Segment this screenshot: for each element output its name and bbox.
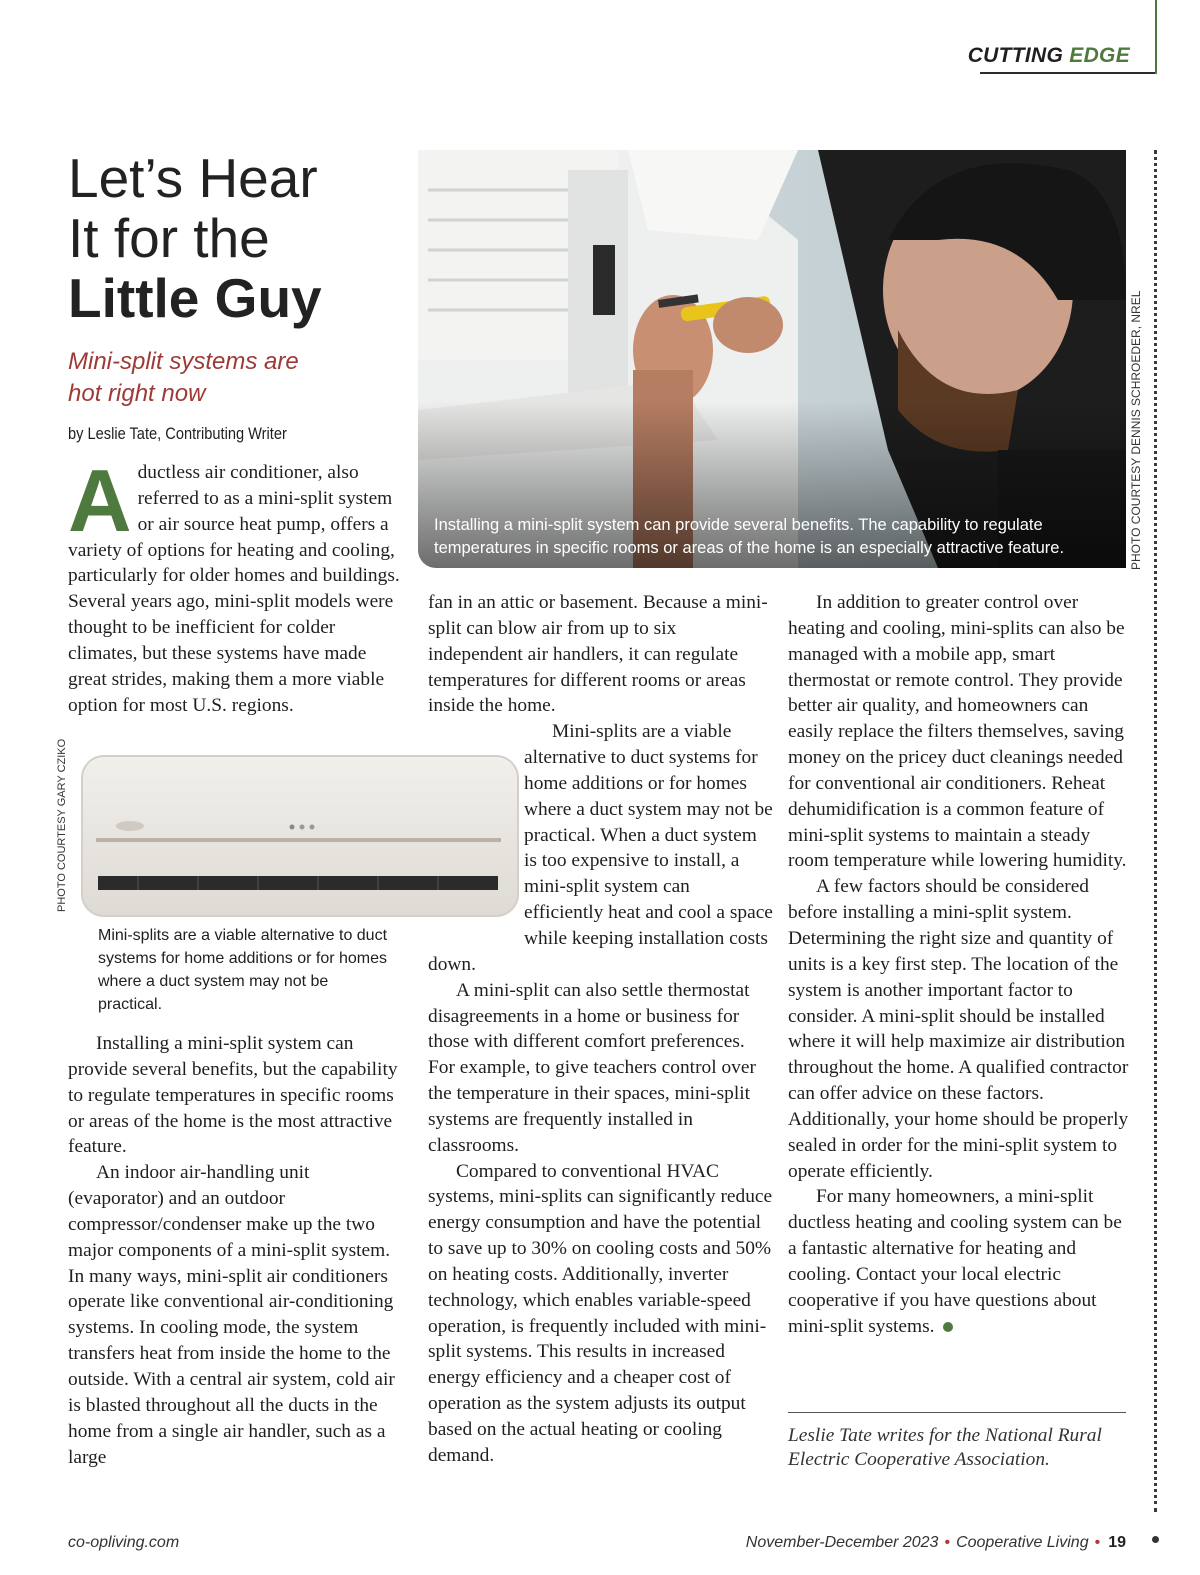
- unit-photo-caption: Mini-splits are a viable alternative to duct systems for home additions or for homes where a duct system may not be practical.: [98, 927, 388, 1013]
- section-label-word2: EDGE: [1069, 44, 1130, 67]
- end-mark-icon: [943, 1322, 953, 1332]
- author-note-rule: [788, 1412, 1126, 1413]
- unit-photo-credit: PHOTO COURTESY GARY CZIKO: [56, 738, 68, 912]
- section-label-word1: CUTTING: [967, 44, 1064, 67]
- main-photo-caption: Installing a mini-split system can provide several benefits. The capability to regulate temperatures in specific rooms or areas of the home is an especially attractive feature.: [434, 516, 1065, 557]
- header-vertical-rule: [1155, 0, 1157, 74]
- side-dotted-rule-end: [1152, 1536, 1159, 1543]
- section-label: [968, 44, 1130, 68]
- article-paragraph: Installing a mini-split system can provide several benefits, but the capability to regulate temperatures in specific rooms or areas of the home is the most attractive feature.: [68, 1033, 398, 1158]
- article-paragraph: In addition to greater control over heating and cooling, mini-splits can also be managed with a mobile app, smart thermostat or remote control. They provide better air quality, and homeowners can easily replace the filters themselves, saving money on the pricey duct cleanings needed for conventional air conditioners. Reheat dehumidification is a common feature of mini-split systems to maintain a steady room temperature while lowering humidity.: [788, 592, 1127, 872]
- header-rule: [980, 72, 1157, 74]
- main-photo-credit: PHOTO COURTESY DENNIS SCHROEDER, NREL: [1129, 290, 1143, 570]
- page-number: 19: [1108, 1534, 1126, 1551]
- article-paragraph-intro: ductless air conditioner, also referred to as a mini-split system or air source heat pump, offers a variety of options for heating and cooling, particularly for older homes and buildings. Several years ago, mini-split models were thought to be inefficient for colder climates, but these systems have made great strides, making them a more viable option for most U.S. regions.: [68, 462, 400, 716]
- footer-bullet-2: •: [1094, 1534, 1101, 1551]
- article-paragraph: A few factors should be considered before installing a mini-split system. Determining the right size and quantity of units is a key first step. The location of the system is another important factor to consider. A mini-split should be installed where it will help maximize air distribution throughout the home. A qualified contractor can offer advice on these factors. Additionally, your home should be properly sealed in order for the mini-split system to operate efficiently.: [788, 876, 1129, 1182]
- column-2: [428, 590, 773, 1469]
- article-paragraph: Compared to conventional HVAC systems, mini-splits can significantly reduce energy consumption and have the potential to save up to 30% on cooling costs and 50% on heating costs. Additionally, inverter technology, which enables variable-speed operation, is frequently included with mini-split systems. This results in increased energy efficiency and a cheaper cost of operation as the system adjusts its output based on the actual heating or cooling demand.: [428, 1160, 773, 1466]
- subhead-line2: hot right now: [68, 380, 206, 407]
- author-note: Leslie Tate writes for the National Rural Electric Cooperative Association.: [788, 1425, 1102, 1470]
- byline: by Leslie Tate, Contributing Writer: [68, 424, 287, 443]
- footer-bullet-1: •: [944, 1534, 951, 1551]
- footer-magazine: Cooperative Living: [956, 1534, 1089, 1551]
- column-1-bottom: [68, 1031, 408, 1470]
- headline: [68, 148, 408, 328]
- side-dotted-rule: [1154, 150, 1157, 1512]
- footer-folio: [746, 1534, 1126, 1552]
- technician-installing-unit-image: [418, 150, 1126, 568]
- headline-line2: It for the: [68, 207, 270, 269]
- article-paragraph: A mini-split can also settle thermostat disagreements in a home or business for those with different comfort preferences. For example, to give teachers control over the temperature in their spaces, mini-split systems are frequently installed in classrooms.: [428, 979, 756, 1156]
- headline-line3: Little Guy: [68, 267, 322, 329]
- subhead-line1: Mini-split systems are: [68, 348, 299, 375]
- article-paragraph-final: [788, 1184, 1133, 1339]
- footer-site-link[interactable]: co-opliving.com: [68, 1534, 180, 1551]
- final-paragraph-text: For many homeowners, a mini-split ductless heating and cooling system can be a fantastic alternative for heating and cooling. Contact your local electric cooperative if you have questions about mini-split systems.: [788, 1186, 1122, 1337]
- headline-line1: Let’s Hear: [68, 147, 318, 209]
- article-paragraph: An indoor air-handling unit (evaporator) and an outdoor compressor/condenser make up the two major components of a mini-split system. In many ways, mini-split air conditioners operate like conventional air-conditioning systems. In cooling mode, the system transfers heat from inside the home to the outside. With a central air system, cold air is blasted throughout all the ducts in the home from a single air handler, such as a large: [68, 1162, 395, 1468]
- main-photo: [418, 150, 1126, 568]
- article-paragraph: fan in an attic or basement. Because a mini-split can blow air from up to six independent air handlers, it can regulate temperatures for different rooms or areas inside the home.: [428, 592, 768, 717]
- article-paragraph: Mini-splits are a viable alternative to duct systems for home additions or for homes where a duct system may not be practical. When a duct system is too expensive to install, a mini-split system can efficiently heat and cool a space while keeping installation costs down.: [428, 721, 773, 975]
- footer-issue: November-December 2023: [745, 1534, 939, 1551]
- column-3: [788, 590, 1133, 1339]
- drop-cap: A: [68, 451, 132, 550]
- subhead: [68, 346, 368, 410]
- column-1-top: [68, 451, 408, 718]
- photo-wrap-space: [428, 747, 524, 927]
